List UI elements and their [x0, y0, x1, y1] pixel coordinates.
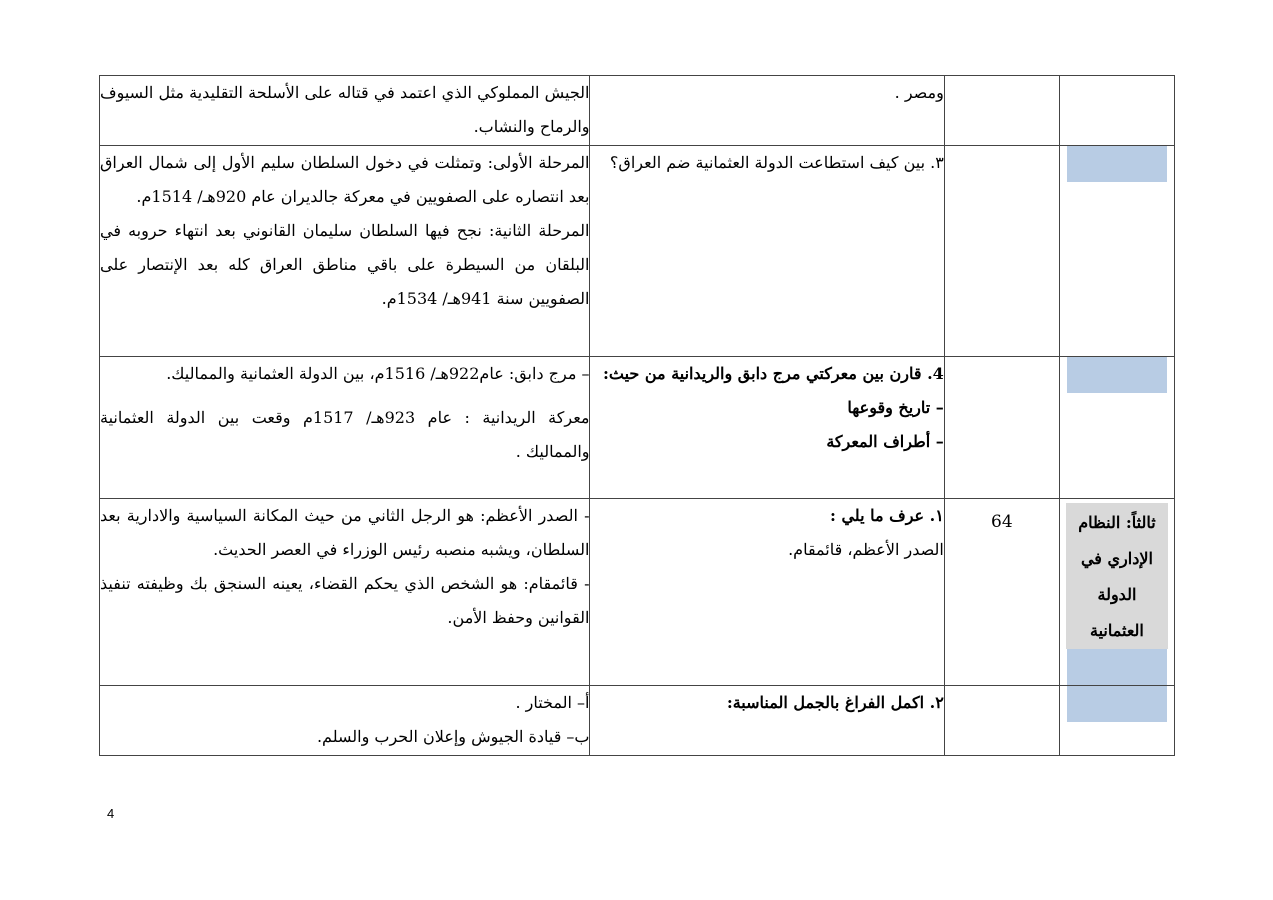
page-cell [944, 357, 1059, 499]
question-text: 4. قارن بين معركتي مرج دابق والريدانية من حيث: [602, 364, 944, 383]
answer-cell [100, 499, 590, 686]
table-row [100, 146, 1175, 357]
answer-cell [100, 146, 590, 357]
answer-cell [100, 686, 590, 756]
topic-cell [1059, 499, 1174, 686]
question-cell [590, 357, 944, 499]
table-row [100, 76, 1175, 146]
topic-cell [1059, 357, 1174, 499]
section-title: ثالثاً: النظام الإداري في الدولة العثمانية [1066, 503, 1168, 649]
question-text: ٣. بين كيف استطاعت الدولة العثمانية ضم العراق؟ [609, 153, 944, 172]
table-row [100, 357, 1175, 499]
answer-text: أ– المختار . [515, 693, 590, 712]
question-text: ٢. اكمل الفراغ بالجمل المناسبة: [726, 693, 944, 712]
page-number: 4 [107, 806, 115, 821]
question-bullet: – أطراف المعركة [826, 432, 944, 451]
topic-cell [1059, 146, 1174, 357]
question-cell [590, 686, 944, 756]
table-row [100, 499, 1175, 686]
lesson-answers-table [99, 75, 1175, 756]
question-cell [590, 146, 944, 357]
answer-text: الجيش المملوكي الذي اعتمد في قتاله على الأسلحة التقليدية مثل السيوف والرماح والنشاب. [100, 83, 590, 136]
answer-text: المرحلة الثانية: نجح فيها السلطان سليمان القانوني بعد انتهاء حروبه في البلقان من السيطرة على باقي مناطق العراق كله بعد الإنتصار على الصفويين سنة 941هـ/ 1534م. [100, 221, 590, 308]
question-cell [590, 499, 944, 686]
answer-cell [100, 357, 590, 499]
highlight-block [1067, 357, 1167, 393]
question-text: ومصر . [894, 83, 944, 102]
answer-text: المرحلة الأولى: وتمثلت في دخول السلطان سليم الأول إلى شمال العراق بعد انتصاره على الصفويين في معركة جالديران عام 920هـ/ 1514م. [100, 153, 590, 206]
question-text: الصدر الأعظم، قائمقام. [788, 540, 944, 559]
page-cell [944, 686, 1059, 756]
topic-cell [1059, 76, 1174, 146]
answer-text: ب– قيادة الجيوش وإعلان الحرب والسلم. [316, 727, 590, 746]
highlight-block [1067, 686, 1167, 722]
page-cell [944, 146, 1059, 357]
answer-text: - قائمقام: هو الشخص الذي يحكم القضاء، يعينه السنجق بك وظيفته تنفيذ القوانين وحفظ الأمن. [100, 574, 590, 627]
page-cell [944, 76, 1059, 146]
page-reference: 64 [944, 499, 1059, 686]
answer-cell [100, 76, 590, 146]
highlight-block [1067, 146, 1167, 182]
question-text: ١. عرف ما يلي : [829, 506, 944, 525]
spacer [100, 391, 589, 401]
answer-text: معركة الريدانية : عام 923هـ/ 1517م وقعت بين الدولة العثمانية والمماليك . [100, 408, 590, 461]
question-bullet: – تاريخ وقوعها [847, 398, 944, 417]
table-row [100, 686, 1175, 756]
answer-text: – مرج دابق: عام922هـ/ 1516م، بين الدولة العثمانية والمماليك. [166, 364, 590, 383]
answer-text: - الصدر الأعظم: هو الرجل الثاني من حيث المكانة السياسية والادارية بعد السلطان، ويشبه منصبه رئيس الوزراء في العصر الحديث. [100, 506, 590, 559]
topic-cell [1059, 686, 1174, 756]
highlight-block [1067, 649, 1167, 685]
question-cell [590, 76, 944, 146]
